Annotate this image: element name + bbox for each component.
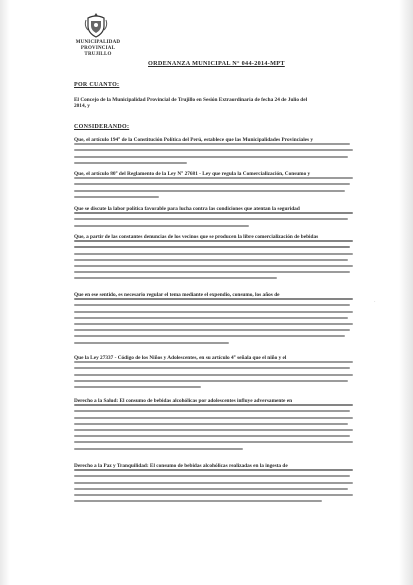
- text-line: [74, 271, 350, 273]
- paragraph-6: [74, 355, 356, 392]
- text-line: [74, 253, 353, 255]
- paragraph-3-lead: Que se discute la labor política favorable para lucha contra las condiciones que atentan la seguridad: [74, 206, 300, 212]
- text-line: [74, 469, 353, 471]
- institution-line-2: TRUJILLO: [84, 52, 112, 57]
- paragraph-3: [74, 206, 356, 231]
- text-line: [74, 335, 345, 337]
- text-line: [74, 190, 345, 192]
- text-line: [74, 417, 353, 419]
- text-line: [74, 488, 348, 490]
- text-line: [74, 183, 350, 185]
- text-line: [74, 246, 350, 248]
- paragraph-2-lead: Que, el artículo 80° del Reglamento de la Ley N° 27681 - Ley que regula la Comercialización, Consumo y: [74, 171, 311, 177]
- institution-line-1: MUNICIPALIDAD PROVINCIAL: [75, 40, 121, 51]
- paragraph-4: [74, 234, 356, 284]
- text-line: [74, 218, 348, 220]
- text-line: [74, 329, 350, 331]
- text-line: [74, 441, 353, 443]
- text-line: [74, 410, 350, 412]
- text-line: [74, 162, 187, 164]
- paragraph-7-lead: Derecho a la Salud: El consumo de bebidas alcohólicas por adolescentes influye adversamente en: [74, 398, 293, 404]
- text-line: [74, 374, 353, 376]
- text-line: [74, 177, 353, 179]
- text-line: [74, 342, 229, 344]
- paragraph-1: [74, 137, 356, 168]
- text-line: [74, 311, 353, 313]
- text-line: [74, 448, 243, 450]
- paragraph-6-lead: Que la Ley 27337 - Código de los Niños y Adolescentes, en su artículo 4° señala que el niño y el: [74, 355, 287, 361]
- paragraph-2: [74, 171, 356, 202]
- paragraph-1-lead: Que, el artículo 194° de la Constitución Política del Perú, establece que las Municipalidades Provinciales y: [74, 137, 314, 143]
- intro-paragraph: [74, 97, 356, 109]
- ordinance-title: ORDENANZA MUNICIPAL N° 044-2014-MPT: [148, 60, 285, 67]
- text-line: [74, 404, 353, 406]
- text-line: [74, 435, 350, 437]
- paragraph-4-lead: Que, a partir de las constantes denuncias de los vecinos que se producen la libre comercialización de bebidas: [74, 234, 319, 240]
- institution-name: [72, 40, 124, 58]
- intro-line-2: 2014, y: [74, 103, 90, 110]
- text-line: [74, 259, 348, 261]
- text-line: [74, 212, 353, 214]
- text-line: [74, 482, 353, 484]
- text-line: [74, 423, 348, 425]
- text-line: [74, 304, 350, 306]
- paragraph-8-lead: Derecho a la Paz y Tranquilidad: El consumo de bebidas alcohólicas realizadas en la ingesta de: [74, 463, 288, 469]
- text-line: [74, 196, 159, 198]
- text-line: [74, 317, 348, 319]
- text-line: [74, 265, 353, 267]
- text-line: [74, 149, 353, 151]
- text-line: [74, 323, 353, 325]
- scan-shadow-left: [0, 0, 10, 585]
- scan-margin-mark: ·: [374, 300, 376, 305]
- text-line: [74, 298, 353, 300]
- considerando-heading: CONSIDERANDO:: [74, 124, 130, 130]
- text-line: [74, 225, 249, 227]
- paragraph-8: [74, 463, 356, 506]
- scan-shadow-right: [399, 0, 413, 585]
- text-line: [74, 500, 322, 502]
- text-line: [74, 277, 277, 279]
- por-cuanto-heading: POR CUANTO:: [74, 82, 120, 88]
- paragraph-7: [74, 398, 356, 454]
- text-line: [74, 429, 353, 431]
- intro-lead-text: El Concejo de la Municipalidad Provincial de Trujillo en Sesión Extraordinaria de fecha 24 de Julio del: [74, 97, 308, 103]
- text-line: [74, 380, 348, 382]
- text-line: [74, 494, 353, 496]
- paragraph-5: [74, 292, 356, 348]
- text-line: [74, 386, 201, 388]
- text-line: [74, 240, 353, 242]
- paragraph-5-lead: Que en ese sentido, es necesario regular el tema mediante el expendio, consumo, los años de: [74, 292, 280, 298]
- text-line: [74, 361, 353, 363]
- text-line: [74, 475, 350, 477]
- municipal-seal-icon: [84, 12, 108, 38]
- text-line: [74, 156, 348, 158]
- text-line: [74, 367, 350, 369]
- text-line: [74, 143, 350, 145]
